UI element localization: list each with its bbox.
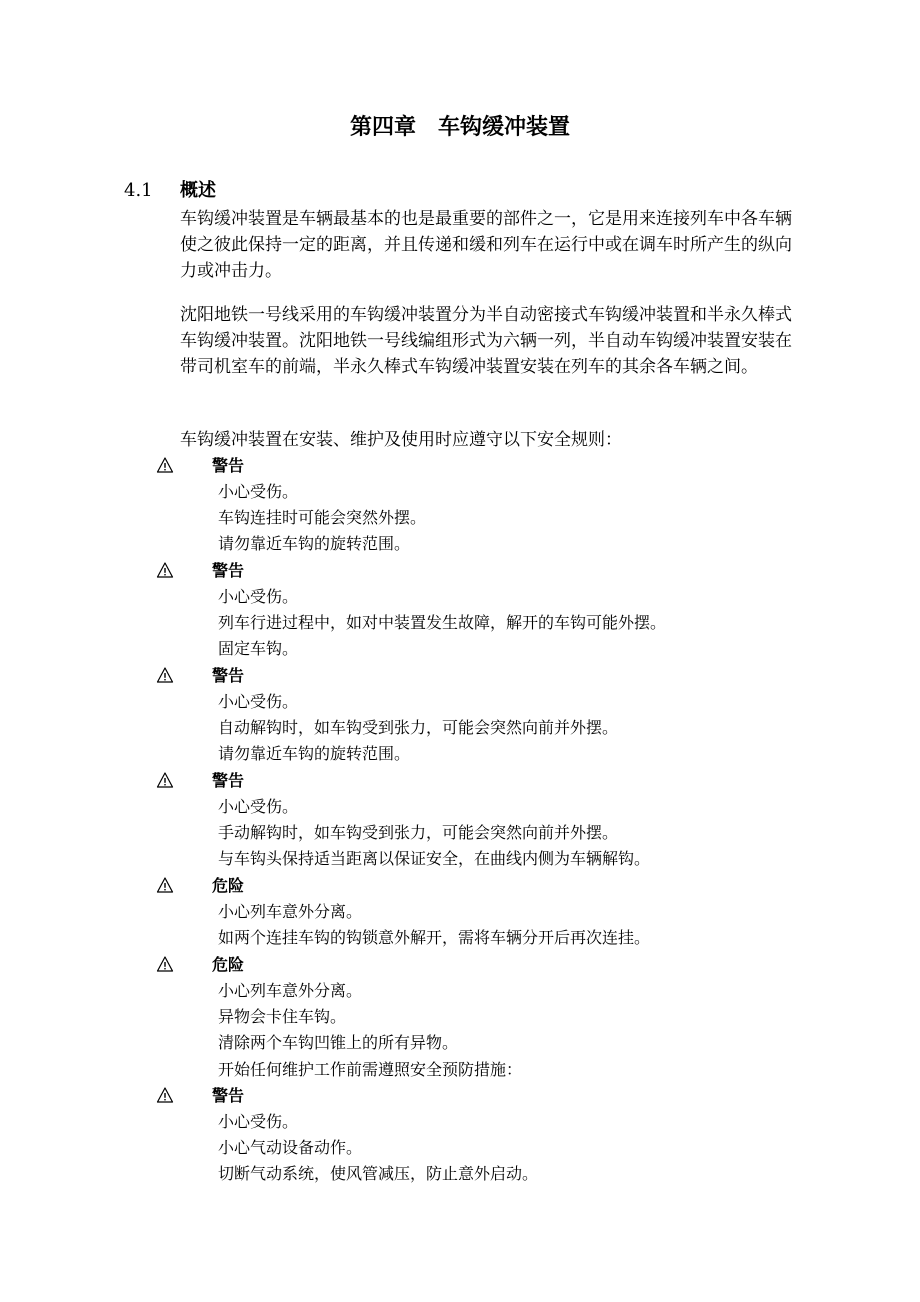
notice-body — [218, 479, 796, 558]
notice-header — [156, 558, 796, 584]
safety-notice — [156, 453, 796, 558]
safety-notice — [156, 873, 796, 951]
notice-label: 警告 — [212, 1086, 245, 1105]
safety-notice — [156, 663, 796, 768]
safety-notice — [156, 952, 796, 1083]
notice-line: 请勿靠近车钩的旋转范围。 — [218, 534, 411, 554]
notice-line: 小心列车意外分离。 — [218, 902, 363, 921]
warning-triangle-icon — [156, 955, 174, 973]
notice-line: 手动解钩时，如车钩受到张力，可能会突然向前并外摆。 — [218, 823, 619, 843]
notice-header — [156, 768, 796, 794]
notice-line: 异物会卡住车钩。 — [218, 1007, 347, 1027]
warning-triangle-icon — [156, 561, 174, 579]
notice-label: 危险 — [212, 955, 245, 974]
notice-line: 自动解钩时，如车钩受到张力，可能会突然向前并外摆。 — [218, 718, 619, 738]
notice-line: 车钩连挂时可能会突然外摆。 — [218, 508, 427, 528]
notice-body — [218, 584, 796, 663]
notice-header — [156, 453, 796, 479]
notice-header — [156, 873, 796, 899]
notice-body — [218, 1109, 796, 1188]
notice-body — [218, 899, 796, 951]
notice-body — [218, 794, 796, 873]
notice-line: 小心受伤。 — [218, 797, 299, 816]
paragraph-text: 车钩缓冲装置是车辆最基本的也是最重要的部件之一，它是用来连接列车中各车辆使之彼此保持一定的距离，并且传递和缓和列车在运行中或在调车时所产生的纵向力或冲击力。 — [180, 209, 792, 282]
notice-line: 小心受伤。 — [218, 692, 299, 711]
notice-line: 固定车钩。 — [218, 639, 299, 659]
safety-notice — [156, 558, 796, 663]
notice-line: 小心受伤。 — [218, 482, 299, 501]
warning-triangle-icon — [156, 771, 174, 789]
notice-header — [156, 952, 796, 978]
notice-label: 警告 — [212, 771, 245, 790]
paragraph-text: 车钩缓冲装置在安装、维护及使用时应遵守以下安全规则： — [180, 430, 622, 450]
notice-label: 警告 — [212, 456, 245, 475]
notice-body — [218, 978, 796, 1083]
section-number: 4.1 — [124, 180, 153, 201]
notice-line: 切断气动系统，使风管减压，防止意外启动。 — [218, 1164, 539, 1184]
intro-paragraph — [180, 427, 792, 453]
notice-line: 开始任何维护工作前需遵照安全预防措施： — [218, 1059, 523, 1079]
notice-line: 清除两个车钩凹锥上的所有异物。 — [218, 1033, 459, 1053]
section-title: 概述 — [180, 180, 216, 201]
chapter-title: 第四章 车钩缓冲装置 — [349, 115, 570, 140]
notice-line: 与车钩头保持适当距离以保证安全，在曲线内侧为车辆解钩。 — [218, 849, 651, 869]
notice-line: 小心受伤。 — [218, 1112, 299, 1131]
notice-line: 请勿靠近车钩的旋转范围。 — [218, 744, 411, 764]
warning-triangle-icon — [156, 456, 174, 474]
safety-notice — [156, 768, 796, 873]
notice-body — [218, 689, 796, 768]
notice-header — [156, 663, 796, 689]
notice-header — [156, 1083, 796, 1109]
notice-line: 列车行进过程中，如对中装置发生故障，解开的车钩可能外摆。 — [218, 613, 667, 633]
notice-label: 警告 — [212, 561, 245, 580]
notice-line: 小心列车意外分离。 — [218, 981, 363, 1000]
notice-label: 危险 — [212, 876, 245, 895]
section-heading — [124, 177, 216, 205]
intro-paragraph — [180, 206, 792, 285]
notice-line: 如两个连挂车钩的钩锁意外解开，需将车辆分开后再次连挂。 — [218, 928, 651, 948]
notice-line: 小心受伤。 — [218, 587, 299, 606]
notice-label: 警告 — [212, 666, 245, 685]
warning-triangle-icon — [156, 666, 174, 684]
notice-line: 小心气动设备动作。 — [218, 1138, 363, 1158]
paragraph-text: 沈阳地铁一号线采用的车钩缓冲装置分为半自动密接式车钩缓冲装置和半永久棒式车钩缓冲装置。沈阳地铁一号线编组形式为六辆一列，半自动车钩缓冲装置安装在带司机室车的前端，半永久棒式车钩缓冲装置安装在列车的其余各车辆之间。 — [180, 305, 792, 378]
warning-triangle-icon — [156, 876, 174, 894]
intro-paragraph — [180, 302, 792, 381]
safety-notice — [156, 1083, 796, 1188]
warning-triangle-icon — [156, 1086, 174, 1104]
